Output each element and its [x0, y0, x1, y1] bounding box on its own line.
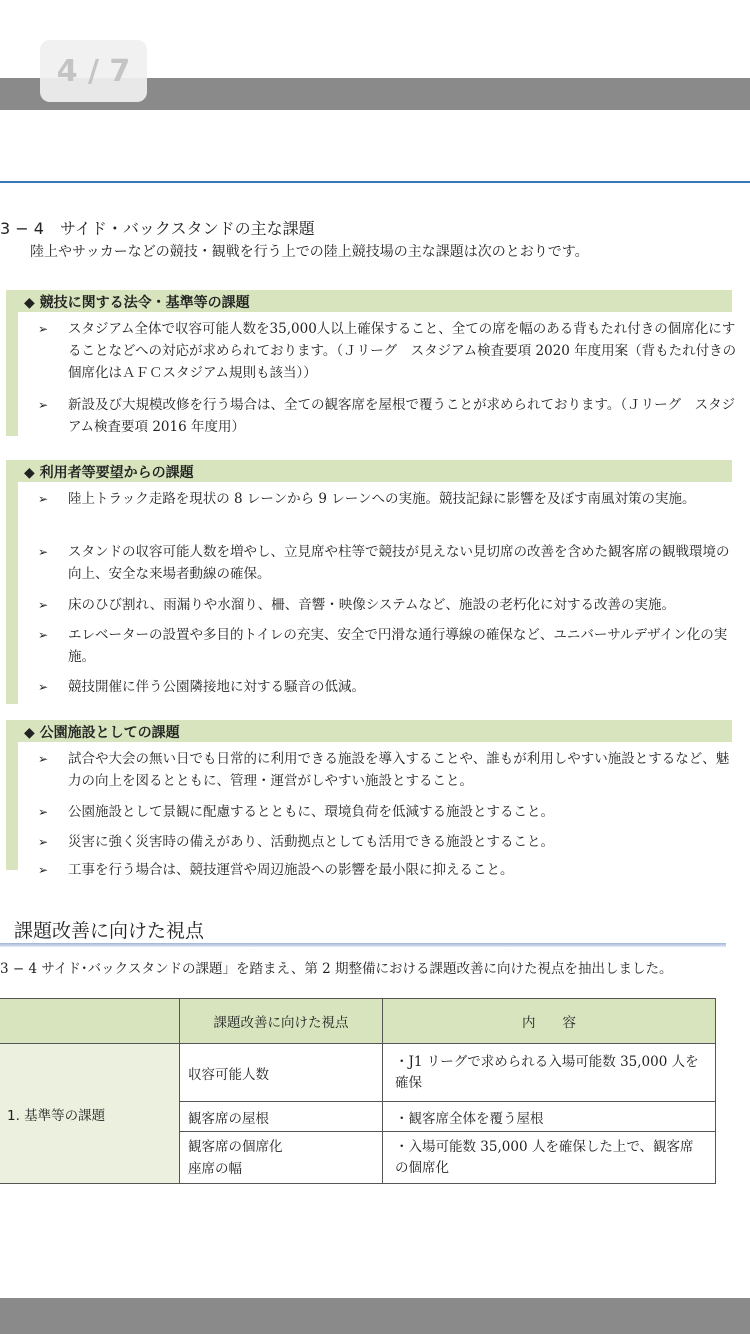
- section-park-facility: [6, 720, 732, 878]
- section-title: ◆ 利用者等要望からの課題: [24, 465, 194, 481]
- arrow-bullet-icon: ➢: [38, 680, 49, 694]
- arrow-bullet-icon: ➢: [38, 598, 49, 612]
- viewpoint-cell: 観客席の屋根: [180, 1102, 383, 1132]
- arrow-bullet-icon: ➢: [38, 398, 49, 412]
- category-cell: 1. 基準等の課題: [0, 1044, 180, 1184]
- section-user-requests: [6, 460, 732, 704]
- list-item-text: スタジアム全体で収容可能人数を35,000人以上確保すること、全ての席を幅のある背もたれ付きの個席化にすることなどへの対応が求められております。（Ｊリーグ スタジアム検査要項 2020 年度用案（背もたれ付きの個席化はＡＦＣスタジアム規則も該当））: [68, 321, 737, 381]
- table-header-row: [0, 999, 716, 1044]
- bottom-toolbar: [0, 1298, 750, 1334]
- list-item-text: スタンドの収容可能人数を増やし、立見席や柱等で競技が見えない見切席の改善を含めた観客席の観戦環境の向上、安全な来場者動線の確保。: [68, 544, 730, 582]
- table-row: [0, 1044, 716, 1102]
- section-legal-standards: [6, 290, 737, 436]
- list-item-text: 新設及び大規模改修を行う場合は、全ての観客席を屋根で覆うことが求められております。（Ｊリーグ スタジアム検査要項 2016 年度用）: [68, 397, 736, 435]
- list-item-text: 災害に強く災害時の備えがあり、活動拠点としても活用できる施設とすること。: [68, 834, 554, 850]
- section-heading: 3 − 4 サイド・バックスタンドの主な課題: [0, 219, 315, 238]
- arrow-bullet-icon: ➢: [38, 863, 49, 877]
- arrow-bullet-icon: ➢: [38, 805, 49, 819]
- content-cell: ・観客席全体を覆う屋根: [383, 1102, 716, 1132]
- section-title: ◆ 競技に関する法令・基準等の課題: [24, 295, 250, 311]
- header-rule: [0, 181, 750, 183]
- arrow-bullet-icon: ➢: [38, 752, 49, 766]
- table-header-cell: 内 容: [383, 999, 716, 1044]
- viewpoint-cell: 収容可能人数: [180, 1044, 383, 1102]
- list-item-text: 陸上トラック走路を現状の 8 レーンから 9 レーンへの実施。競技記録に影響を及ぼす南風対策の実施。: [68, 491, 696, 507]
- table-header-cell: 課題改善に向けた視点: [180, 999, 383, 1044]
- lead2-text: 3 − 4 サイド･バックスタンドの課題」を踏まえ、第 2 期整備における課題改善に向けた視点を抽出しました。: [0, 961, 673, 977]
- table-header-cell: [0, 999, 180, 1044]
- arrow-bullet-icon: ➢: [38, 545, 49, 559]
- arrow-bullet-icon: ➢: [38, 835, 49, 849]
- arrow-bullet-icon: ➢: [38, 322, 49, 336]
- content-cell: ・入場可能数 35,000 人を確保した上で、観客席の個席化: [383, 1132, 716, 1184]
- viewpoint-line: 座席の幅: [188, 1160, 242, 1177]
- list-item-text: エレベーターの設置や多目的トイレの充実、安全で円滑な通行導線の確保など、ユニバーサルデザイン化の実施。: [68, 627, 728, 665]
- section-bar: [6, 720, 18, 870]
- section-bar: [6, 460, 18, 704]
- list-item-text: 競技開催に伴う公園隣接地に対する騒音の低減。: [68, 679, 365, 695]
- viewpoint-line: 観客席の個席化: [188, 1138, 283, 1155]
- viewpoint-cell: [180, 1132, 383, 1184]
- viewpoint-table: [0, 998, 716, 1184]
- lead-text: 陸上やサッカーなどの競技・観戦を行う上での陸上競技場の主な課題は次のとおりです。: [30, 244, 589, 260]
- content-cell: ・J1 リーグで求められる入場可能数 35,000 人を確保: [383, 1044, 716, 1102]
- arrow-bullet-icon: ➢: [38, 628, 49, 642]
- arrow-bullet-icon: ➢: [38, 492, 49, 506]
- list-item-text: 試合や大会の無い日でも日常的に利用できる施設を導入することや、誰もが利用しやすい施設とするなど、魅力の向上を図るとともに、管理・運営がしやすい施設とすること。: [68, 751, 730, 789]
- subheading: 課題改善に向けた視点: [14, 920, 205, 942]
- list-item-text: 公園施設として景観に配慮するとともに、環境負荷を低減する施設とすること。: [68, 804, 554, 820]
- subheading-rule: [0, 943, 726, 947]
- section-title: ◆ 公園施設としての課題: [24, 725, 180, 741]
- list-item-text: 床のひび割れ、雨漏りや水溜り、柵、音響・映像システムなど、施設の老朽化に対する改善の実施。: [68, 597, 675, 613]
- list-item-text: 工事を行う場合は、競技運営や周辺施設への影響を最小限に抑えること。: [68, 862, 514, 878]
- page-indicator: 4 / 7: [40, 40, 147, 102]
